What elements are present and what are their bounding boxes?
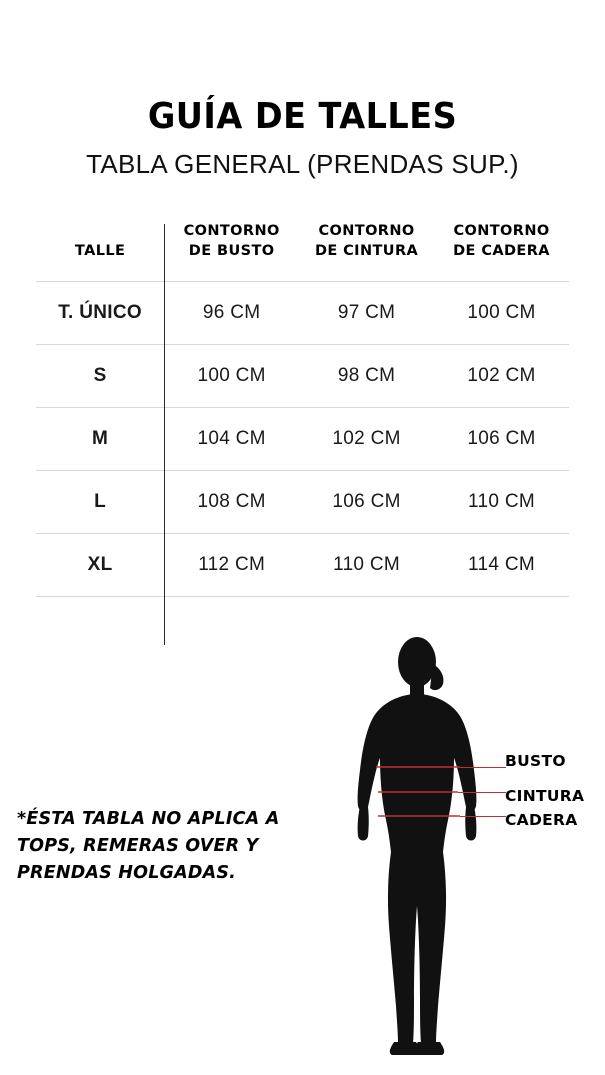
cell-cintura: 97 CM [299, 282, 434, 345]
cell-busto: 108 CM [164, 471, 299, 534]
column-header-cintura-line2: DE CINTURA [314, 242, 419, 259]
table-header [36, 216, 569, 282]
busto-leader-line [460, 767, 506, 768]
column-header-busto [164, 216, 299, 282]
cell-talle: L [36, 471, 164, 534]
column-header-cadera-line2: DE CADERA [453, 242, 550, 259]
table-row [36, 282, 569, 345]
table-row [36, 345, 569, 408]
cell-cintura: 102 CM [299, 408, 434, 471]
cell-talle: S [36, 345, 164, 408]
page-title: GUÍA DE TALLES [147, 96, 458, 137]
table-row [36, 408, 569, 471]
label-busto: BUSTO [505, 752, 566, 770]
column-header-cadera [434, 216, 569, 282]
header [0, 0, 605, 180]
disclaimer-note: *ÉSTA TABLA NO APLICA A TOPS, REMERAS OVER Y PRENDAS HOLGADAS. [17, 809, 280, 884]
table-body [36, 282, 569, 597]
cell-busto: 96 CM [164, 282, 299, 345]
cell-cadera: 114 CM [434, 534, 569, 597]
column-header-cadera-line1: CONTORNO [453, 223, 550, 239]
cell-talle: XL [36, 534, 164, 597]
page-subtitle: TABLA GENERAL (PRENDAS SUP.) [86, 149, 519, 179]
cell-busto: 112 CM [164, 534, 299, 597]
column-header-cintura [299, 216, 434, 282]
cintura-leader-line [458, 792, 506, 793]
size-table-container [36, 216, 569, 597]
female-silhouette-icon [330, 630, 505, 1060]
cell-cintura: 110 CM [299, 534, 434, 597]
table-row [36, 471, 569, 534]
table-vertical-divider [164, 224, 165, 645]
cell-cadera: 106 CM [434, 408, 569, 471]
cell-cadera: 100 CM [434, 282, 569, 345]
cell-cintura: 98 CM [299, 345, 434, 408]
cell-talle: M [36, 408, 164, 471]
cell-busto: 104 CM [164, 408, 299, 471]
column-header-busto-line2: DE BUSTO [188, 242, 275, 259]
cell-talle: T. ÚNICO [36, 282, 164, 345]
silhouette-figure [330, 630, 505, 1060]
label-cadera: CADERA [505, 811, 578, 829]
column-header-talle-line1: TALLE [74, 242, 126, 259]
table-row [36, 534, 569, 597]
cell-cadera: 102 CM [434, 345, 569, 408]
table-header-row [36, 216, 569, 282]
size-table [36, 216, 569, 597]
cell-cadera: 110 CM [434, 471, 569, 534]
cadera-leader-line [460, 816, 506, 817]
column-header-talle [36, 216, 164, 282]
cell-cintura: 106 CM [299, 471, 434, 534]
column-header-cintura-line1: CONTORNO [318, 223, 415, 239]
cell-busto: 100 CM [164, 345, 299, 408]
label-cintura: CINTURA [505, 787, 585, 805]
column-header-busto-line1: CONTORNO [183, 223, 280, 239]
